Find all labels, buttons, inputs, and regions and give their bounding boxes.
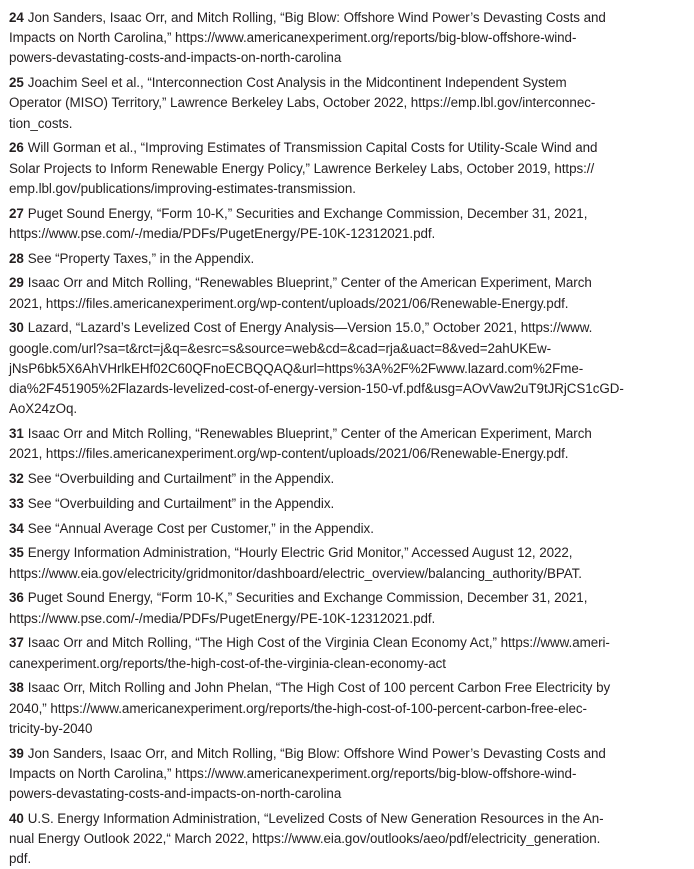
endnote-number: 24	[9, 10, 24, 25]
endnote-item	[9, 744, 686, 805]
endnote-item	[9, 249, 686, 269]
endnote-text-line: tricity-by-2040	[9, 720, 93, 736]
endnote-number: 31	[9, 426, 24, 442]
endnote-text-line: Operator (MISO) Territory,” Lawrence Berkeley Labs, October 2022, https://emp.lbl.gov/interconnec-	[9, 95, 596, 111]
endnote-item	[9, 543, 686, 583]
endnote-text-line: pdf.	[9, 851, 32, 867]
endnote-text-line: Isaac Orr, Mitch Rolling and John Phelan, “The High Cost of 100 percent Carbon Free Electricity by	[27, 680, 611, 696]
endnote-text-line: Solar Projects to Inform Renewable Energy Policy,” Lawrence Berkeley Labs, October 2019, https://	[9, 160, 595, 176]
endnote-number: 28	[9, 250, 24, 266]
endnote-text-line: U.S. Energy Information Administration, “Levelized Costs of New Generation Resources in the An-	[27, 810, 604, 826]
endnote-item	[9, 494, 686, 514]
endnote-text-line: https://www.eia.gov/electricity/gridmonitor/dashboard/electric_overview/balancing_authority/BPAT.	[9, 565, 582, 581]
endnote-text-line: Impacts on North Carolina,” https://www.americanexperiment.org/reports/big-blow-offshore-wind-	[9, 765, 577, 781]
endnote-number: 26	[9, 140, 24, 156]
endnote-text-line: AoX24zOq.	[9, 401, 78, 417]
endnote-text-line: Puget Sound Energy, “Form 10-K,” Securities and Exchange Commission, December 31, 2021,	[27, 205, 588, 221]
endnotes-list	[9, 8, 686, 869]
endnote-text-line: See “Annual Average Cost per Customer,” in the Appendix.	[27, 520, 374, 536]
endnote-text-line: 2021, https://files.americanexperiment.org/wp-content/uploads/2021/06/Renewable-Energy.pdf.	[9, 446, 569, 462]
endnote-item	[9, 138, 686, 199]
endnote-item	[9, 469, 686, 489]
endnote-text-line: Puget Sound Energy, “Form 10-K,” Securities and Exchange Commission, December 31, 2021,	[27, 590, 588, 606]
endnote-item	[9, 318, 686, 419]
endnote-text-line: Energy Information Administration, “Hourly Electric Grid Monitor,” Accessed August 12, 2022,	[27, 545, 573, 561]
endnote-number: 34	[9, 520, 24, 536]
endnote-text-line: Joachim Seel et al., “Interconnection Cost Analysis in the Midcontinent Independent System	[27, 75, 567, 91]
endnote-text-line: 2021, https://files.americanexperiment.org/wp-content/uploads/2021/06/Renewable-Energy.pdf.	[9, 295, 569, 311]
endnote-number: 35	[9, 545, 24, 561]
endnote-number: 37	[9, 635, 24, 651]
endnote-item	[9, 588, 686, 628]
endnote-text-line: Isaac Orr and Mitch Rolling, “Renewables Blueprint,” Center of the American Experiment, March	[27, 426, 592, 442]
endnote-text-line: Jon Sanders, Isaac Orr, and Mitch Rolling, “Big Blow: Offshore Wind Power’s Devasting Costs and	[27, 10, 606, 25]
endnote-item	[9, 678, 686, 739]
endnote-text-line: See “Overbuilding and Curtailment” in the Appendix.	[27, 471, 335, 487]
endnote-text-line: https://www.pse.com/-/media/PDFs/PugetEnergy/PE-10K-12312021.pdf.	[9, 225, 436, 241]
endnote-item	[9, 204, 686, 244]
endnote-text-line: Lazard, “Lazard’s Levelized Cost of Energy Analysis—Version 15.0,” October 2021, https://www.	[27, 320, 593, 336]
endnote-item	[9, 519, 686, 539]
endnote-text-line: Impacts on North Carolina,” https://www.americanexperiment.org/reports/big-blow-offshore-wind-	[9, 30, 577, 46]
endnote-text-line: canexperiment.org/reports/the-high-cost-of-the-virginia-clean-economy-act	[9, 655, 446, 671]
endnote-item	[9, 73, 686, 134]
endnote-text-line: nual Energy Outlook 2022,“ March 2022, https://www.eia.gov/outlooks/aeo/pdf/electricity_generation.	[9, 831, 601, 847]
endnote-number: 36	[9, 590, 24, 606]
endnote-text-line: emp.lbl.gov/publications/improving-estimates-transmission.	[9, 180, 356, 196]
endnote-text-line: Isaac Orr and Mitch Rolling, “The High Cost of the Virginia Clean Economy Act,” https://www.ameri-	[27, 635, 610, 651]
endnote-text-line: powers-devastating-costs-and-impacts-on-north-carolina	[9, 786, 342, 802]
endnote-text-line: jNsP6bk5X6AhVHrlkEHf02C60QFnoECBQQAQ&url=https%3A%2F%2Fwww.lazard.com%2Fme-	[9, 360, 584, 376]
endnote-number: 27	[9, 205, 24, 221]
endnote-number: 32	[9, 471, 24, 487]
endnote-number: 40	[9, 810, 24, 826]
endnote-number: 33	[9, 495, 24, 511]
endnote-item	[9, 633, 686, 673]
endnote-text-line: Will Gorman et al., “Improving Estimates of Transmission Capital Costs for Utility-Scale Wind and	[27, 140, 598, 156]
endnote-item	[9, 424, 686, 464]
endnote-item	[9, 809, 686, 869]
endnote-item	[9, 8, 686, 69]
endnote-number: 38	[9, 680, 24, 696]
endnote-text-line: tion_costs.	[9, 115, 73, 131]
endnote-number: 29	[9, 275, 24, 291]
endnote-text-line: powers-devastating-costs-and-impacts-on-north-carolina	[9, 50, 342, 66]
endnote-text-line: dia%2F451905%2Flazards-levelized-cost-of-energy-version-150-vf.pdf&usg=AOvVaw2uT9tJRjCS1cGD-	[9, 381, 624, 397]
endnote-number: 30	[9, 320, 24, 336]
endnote-number: 25	[9, 75, 24, 91]
endnote-text-line: google.com/url?sa=t&rct=j&q=&esrc=s&source=web&cd=&cad=rja&uact=8&ved=2ahUKEw-	[9, 340, 552, 356]
endnote-text-line: Jon Sanders, Isaac Orr, and Mitch Rolling, “Big Blow: Offshore Wind Power’s Devasting Costs and	[27, 745, 606, 761]
endnote-text-line: 2040,” https://www.americanexperiment.org/reports/the-high-cost-of-100-percent-carbon-free-elec-	[9, 700, 587, 716]
endnote-item	[9, 273, 686, 313]
endnote-text-line: See “Property Taxes,” in the Appendix.	[27, 250, 255, 266]
endnote-text-line: https://www.pse.com/-/media/PDFs/PugetEnergy/PE-10K-12312021.pdf.	[9, 610, 436, 626]
endnote-number: 39	[9, 745, 24, 761]
endnote-text-line: See “Overbuilding and Curtailment” in the Appendix.	[27, 495, 335, 511]
endnote-text-line: Isaac Orr and Mitch Rolling, “Renewables Blueprint,” Center of the American Experiment, March	[27, 275, 592, 291]
